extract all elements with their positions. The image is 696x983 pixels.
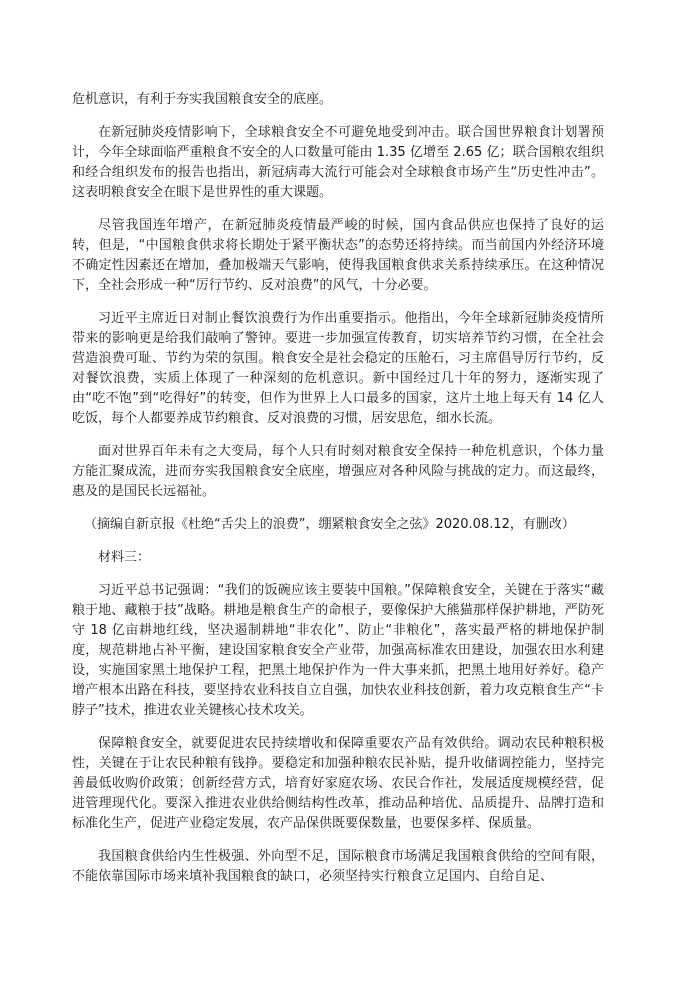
paragraph-domestic-supply: 尽管我国连年增产，在新冠肺炎疫情最严峻的时候，国内食品供应也保持了良好的运转，但是，“中国粮食供求将长期处于紧平衡状态”的态势还将持续。而当前国内外经济环境不确定性因素还在增加，叠加极端天气影响，使得我国粮食供求关系持续承压。在这种情况下，全社会形成一种“厉行节约、反对浪费”的风气，十分必要。 bbox=[72, 218, 604, 293]
paragraph-conclusion: 面对世界百年未有之大变局，每个人只有时刻对粮食安全保持一种危机意识，个体力量方能汇聚成流，进而夯实我国粮食安全底座，增强应对各种风险与挑战的定力。而这最终，惠及的是国民长远福祉。 bbox=[72, 444, 604, 499]
paragraph-pandemic-impact: 在新冠肺炎疫情影响下，全球粮食安全不可避免地受到冲击。联合国世界粮食计划署预计，今年全球面临严重粮食不安全的人口数量可能由 1.35 亿增至 2.65 亿；联合国粮农组织和经合组织发布的报告也指出，新冠病毒大流行可能会对全球粮食市场产生“历史性冲击”。这表明粮食安全在眼下是世界性的重大课题。 bbox=[72, 125, 604, 200]
source-citation: （摘编自新京报《杜绝“舌尖上的浪费”，绷紧粮食安全之弦》2020.08.12，有删改） bbox=[84, 517, 575, 532]
material-heading: 材料三： bbox=[98, 550, 151, 565]
paragraph-farmer-income: 保障粮食安全，就要促进农民持续增收和保障重要农产品有效供给。调动农民种粮积极性，关键在于让农民种粮有钱挣。要稳定和加强种粮农民补贴，提升收储调控能力，坚持完善最低收购价政策；创新经营方式，培育好家庭农场、农民合作社，发展适度规模经营，促进管理现代化。要深入推进农业供给侧结构性改革，推动品种培优、品质提升、品牌打造和标准化生产，促进产业稳定发展，农产品保供既要保数量，也要保多样、保质量。 bbox=[72, 736, 604, 831]
paragraph-instruction: 习近平主席近日对制止餐饮浪费行为作出重要指示。他指出，今年全球新冠肺炎疫情所带来的影响更是给我们敲响了警钟。要进一步加强宣传教育，切实培养节约习惯，在全社会营造浪费可耻、节约为荣的氛围。粮食安全是社会稳定的压舱石，习主席倡导厉行节约，反对餐饮浪费，实质上体现了一种深刻的危机意识。新中国经过几十年的努力，逐渐实现了由“吃不饱”到“吃得好”的转变，但作为世界上人口最多的国家，这片土地上每天有 14 亿人吃饭，每个人都要养成节约粮食、反对浪费的习惯，居安思危，细水长流。 bbox=[72, 311, 604, 426]
document-page bbox=[72, 90, 604, 887]
paragraph-continuation: 危机意识，有利于夯实我国粮食安全的底座。 bbox=[72, 92, 333, 107]
paragraph-farmland: 习近平总书记强调：“我们的饭碗应该主要装中国粮。”保障粮食安全，关键在于落实“藏粮于地、藏粮于技”战略。耕地是粮食生产的命根子，要像保护大熊猫那样保护耕地，严防死守 18 亿亩耕地红线，坚决遏制耕地“非农化”、防止“非粮化”，落实最严格的耕地保护制度，规范耕地占补平衡，建设国家粮食安全产业带，加强高标准农田建设，加强农田水利建设，实施国家黑土地保护工程，把黑土地保护作为一件大事来抓，把黑土地用好养好。稳产增产根本出路在科技，要坚持农业科技自立自强，加快农业科技创新，着力攻克粮食生产“卡脖子”技术，推进农业关键核心技术攻关。 bbox=[72, 583, 604, 718]
paragraph-self-sufficiency: 我国粮食供给内生性极强、外向型不足，国际粮食市场满足我国粮食供给的空间有限，不能依靠国际市场来填补我国粮食的缺口，必须坚持实行粮食立足国内、自给自足、 bbox=[72, 849, 604, 884]
